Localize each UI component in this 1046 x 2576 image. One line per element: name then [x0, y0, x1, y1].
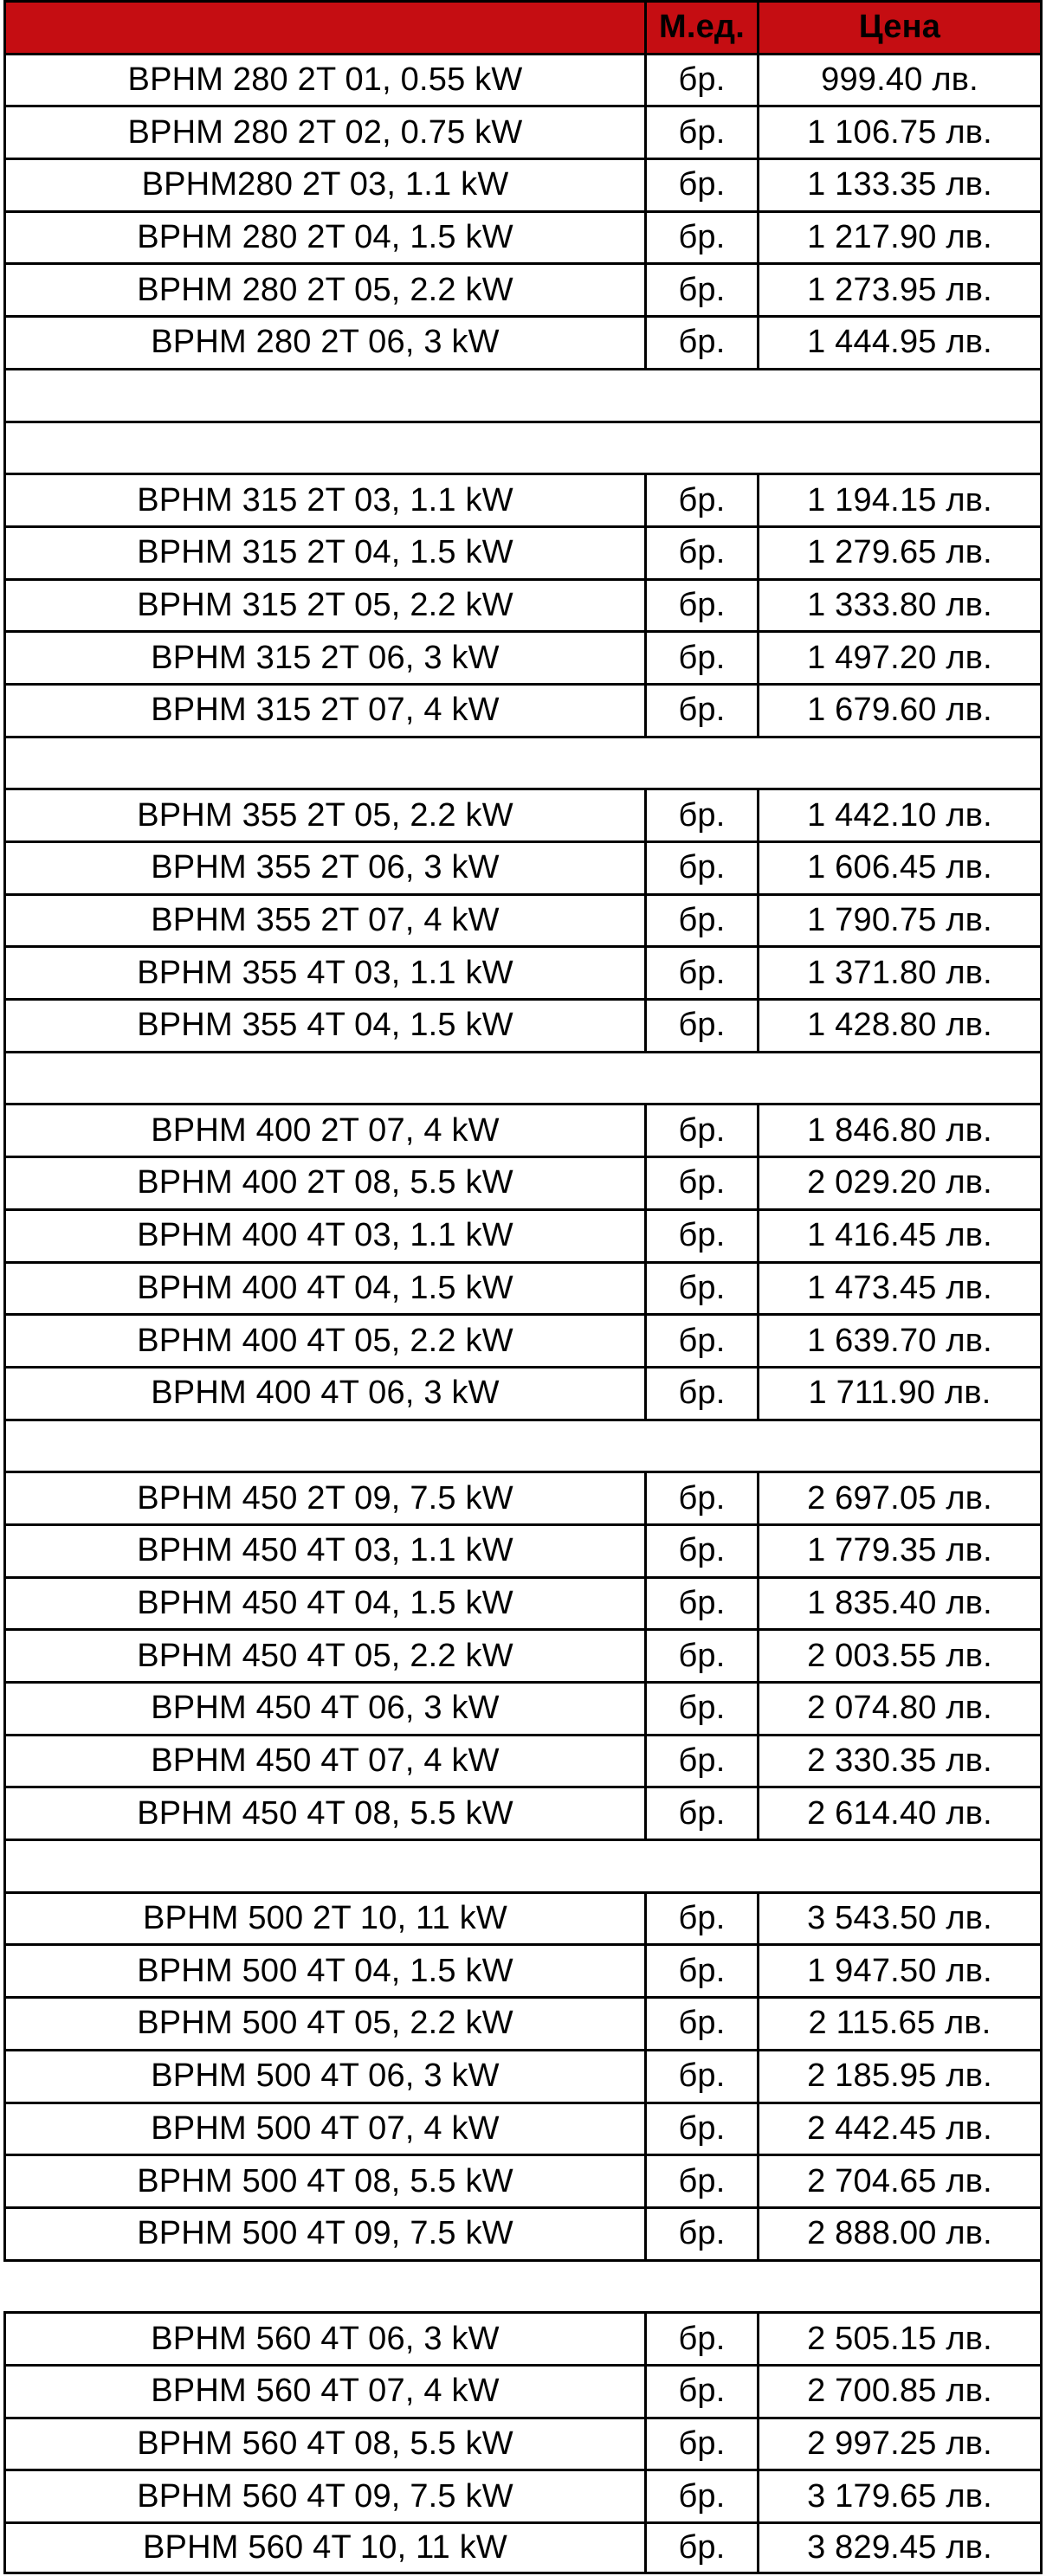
unit-cell: бр.: [644, 1313, 757, 1366]
product-name-cell: BPHM 560 4T 07, 4 kW: [3, 2364, 644, 2417]
unit-cell: бр.: [644, 1681, 757, 1734]
price-cell: 2 003.55 лв.: [757, 1628, 1043, 1681]
product-name-cell: BPHM 500 4T 08, 5.5 kW: [3, 2154, 644, 2206]
product-name-cell: BPHM 500 4T 06, 3 kW: [3, 2049, 644, 2102]
unit-cell: бр.: [644, 158, 757, 210]
separator-cell: [3, 1839, 1043, 1891]
unit-cell: бр.: [644, 210, 757, 263]
table-row: [0, 2049, 1046, 2102]
table-body: [0, 53, 1046, 2574]
price-cell: 1 835.40 лв.: [757, 1576, 1043, 1629]
price-cell: 2 704.65 лв.: [757, 2154, 1043, 2206]
table-row: [0, 998, 1046, 1051]
table-row: [0, 893, 1046, 946]
product-name-cell: BPHM 355 4T 04, 1.5 kW: [3, 998, 644, 1051]
price-cell: 1 679.60 лв.: [757, 683, 1043, 736]
unit-cell: бр.: [644, 788, 757, 840]
unit-cell: бр.: [644, 1156, 757, 1208]
unit-cell: бр.: [644, 998, 757, 1051]
product-name-cell: BPHM 315 2T 05, 2.2 kW: [3, 578, 644, 631]
table-row: [0, 1471, 1046, 1523]
price-cell: 2 029.20 лв.: [757, 1156, 1043, 1208]
unit-cell: бр.: [644, 1996, 757, 2049]
price-cell: 999.40 лв.: [757, 53, 1043, 106]
header-name-cell: [3, 0, 644, 53]
separator-row: [0, 2259, 1046, 2312]
product-name-cell: BPHM 450 4T 05, 2.2 kW: [3, 1628, 644, 1681]
price-cell: 2 697.05 лв.: [757, 1471, 1043, 1523]
product-name-cell: BPHM 400 2T 08, 5.5 kW: [3, 1156, 644, 1208]
unit-cell: бр.: [644, 1103, 757, 1156]
product-name-cell: BPHM 450 2T 09, 7.5 kW: [3, 1471, 644, 1523]
unit-cell: бр.: [644, 1786, 757, 1839]
table-row: [0, 1943, 1046, 1996]
product-name-cell: BPHM 560 4T 06, 3 kW: [3, 2311, 644, 2364]
product-name-cell: BPHM 315 2T 06, 3 kW: [3, 630, 644, 683]
table-row: [0, 2311, 1046, 2364]
product-name-cell: BPHM 450 4T 07, 4 kW: [3, 1734, 644, 1787]
unit-cell: бр.: [644, 473, 757, 525]
unit-cell: бр.: [644, 105, 757, 158]
unit-cell: бр.: [644, 1261, 757, 1314]
price-cell: 2 074.80 лв.: [757, 1681, 1043, 1734]
price-cell: 1 846.80 лв.: [757, 1103, 1043, 1156]
unit-cell: бр.: [644, 1628, 757, 1681]
price-cell: 1 947.50 лв.: [757, 1943, 1043, 1996]
separator-cell: [3, 421, 1043, 473]
product-name-cell: BPHM 280 2T 02, 0.75 kW: [3, 105, 644, 158]
unit-cell: бр.: [644, 2206, 757, 2259]
product-name-cell: BPHM 560 4T 09, 7.5 kW: [3, 2469, 644, 2521]
separator-cell: [3, 2259, 1043, 2312]
separator-row: [0, 421, 1046, 473]
unit-cell: бр.: [644, 2469, 757, 2521]
price-cell: 1 442.10 лв.: [757, 788, 1043, 840]
separator-cell: [3, 368, 1043, 421]
table-header-row: [0, 0, 1046, 53]
price-cell: 1 217.90 лв.: [757, 210, 1043, 263]
product-name-cell: BPHM 560 4T 10, 11 kW: [3, 2521, 644, 2574]
price-cell: 2 888.00 лв.: [757, 2206, 1043, 2259]
table-row: [0, 1208, 1046, 1261]
product-name-cell: BPHM 355 2T 06, 3 kW: [3, 840, 644, 893]
table-row: [0, 315, 1046, 368]
unit-cell: бр.: [644, 1523, 757, 1576]
table-row: [0, 1734, 1046, 1787]
unit-cell: бр.: [644, 578, 757, 631]
price-cell: 1 273.95 лв.: [757, 262, 1043, 315]
unit-cell: бр.: [644, 53, 757, 106]
table-row: [0, 262, 1046, 315]
table-row: [0, 2469, 1046, 2521]
separator-cell: [3, 736, 1043, 789]
separator-cell: [3, 1419, 1043, 1472]
separator-row: [0, 1419, 1046, 1472]
separator-row: [0, 1839, 1046, 1891]
product-name-cell: BPHM 500 4T 04, 1.5 kW: [3, 1943, 644, 1996]
table-row: [0, 1786, 1046, 1839]
product-name-cell: BPHM 400 4T 03, 1.1 kW: [3, 1208, 644, 1261]
separator-cell: [3, 1051, 1043, 1104]
product-name-cell: BPHM 500 4T 09, 7.5 kW: [3, 2206, 644, 2259]
unit-cell: бр.: [644, 1366, 757, 1419]
table-row: [0, 2521, 1046, 2574]
price-cell: 3 179.65 лв.: [757, 2469, 1043, 2521]
price-cell: 1 790.75 лв.: [757, 893, 1043, 946]
table-row: [0, 578, 1046, 631]
product-name-cell: BPHM 450 4T 03, 1.1 kW: [3, 1523, 644, 1576]
price-cell: 2 505.15 лв.: [757, 2311, 1043, 2364]
table-row: [0, 945, 1046, 998]
price-cell: 1 639.70 лв.: [757, 1313, 1043, 1366]
product-name-cell: BPHM 280 2T 06, 3 kW: [3, 315, 644, 368]
product-name-cell: BPHM 450 4T 06, 3 kW: [3, 1681, 644, 1734]
table-row: [0, 840, 1046, 893]
product-name-cell: BPHM 355 4T 03, 1.1 kW: [3, 945, 644, 998]
unit-cell: бр.: [644, 2154, 757, 2206]
table-row: [0, 210, 1046, 263]
product-name-cell: BPHM 500 2T 10, 11 kW: [3, 1891, 644, 1944]
table-row: [0, 1628, 1046, 1681]
table-row: [0, 1313, 1046, 1366]
table-row: [0, 1366, 1046, 1419]
unit-cell: бр.: [644, 945, 757, 998]
product-name-cell: BPHM 500 4T 05, 2.2 kW: [3, 1996, 644, 2049]
header-unit-cell: М.ед.: [644, 0, 757, 53]
product-name-cell: BPHM 280 2T 04, 1.5 kW: [3, 210, 644, 263]
table-row: [0, 158, 1046, 210]
price-cell: 1 106.75 лв.: [757, 105, 1043, 158]
unit-cell: бр.: [644, 840, 757, 893]
table-row: [0, 105, 1046, 158]
separator-row: [0, 1051, 1046, 1104]
table-row: [0, 53, 1046, 106]
product-name-cell: BPHM 400 2T 07, 4 kW: [3, 1103, 644, 1156]
separator-row: [0, 736, 1046, 789]
product-name-cell: BPHM 450 4T 04, 1.5 kW: [3, 1576, 644, 1629]
price-cell: 2 997.25 лв.: [757, 2417, 1043, 2470]
product-name-cell: BPHM 560 4T 08, 5.5 kW: [3, 2417, 644, 2470]
table-row: [0, 683, 1046, 736]
price-cell: 2 115.65 лв.: [757, 1996, 1043, 2049]
table-row: [0, 1891, 1046, 1944]
price-cell: 2 700.85 лв.: [757, 2364, 1043, 2417]
unit-cell: бр.: [644, 2417, 757, 2470]
price-cell: 1 444.95 лв.: [757, 315, 1043, 368]
table-row: [0, 1576, 1046, 1629]
product-name-cell: BPHM 450 4T 08, 5.5 kW: [3, 1786, 644, 1839]
price-cell: 1 194.15 лв.: [757, 473, 1043, 525]
price-cell: 1 416.45 лв.: [757, 1208, 1043, 1261]
unit-cell: бр.: [644, 630, 757, 683]
product-name-cell: BPHM 315 2T 07, 4 kW: [3, 683, 644, 736]
table-row: [0, 630, 1046, 683]
price-cell: 2 330.35 лв.: [757, 1734, 1043, 1787]
price-cell: 3 543.50 лв.: [757, 1891, 1043, 1944]
product-name-cell: BPHM 280 2T 01, 0.55 kW: [3, 53, 644, 106]
price-cell: 1 371.80 лв.: [757, 945, 1043, 998]
table-row: [0, 1261, 1046, 1314]
separator-row: [0, 368, 1046, 421]
unit-cell: бр.: [644, 1208, 757, 1261]
unit-cell: бр.: [644, 2364, 757, 2417]
unit-cell: бр.: [644, 2102, 757, 2154]
unit-cell: бр.: [644, 1891, 757, 1944]
table-row: [0, 2154, 1046, 2206]
price-cell: 2 185.95 лв.: [757, 2049, 1043, 2102]
unit-cell: бр.: [644, 2311, 757, 2364]
table-row: [0, 2417, 1046, 2470]
table-row: [0, 2102, 1046, 2154]
table-row: [0, 788, 1046, 840]
header-price-cell: Цена: [757, 0, 1043, 53]
product-name-cell: BPHM 500 4T 07, 4 kW: [3, 2102, 644, 2154]
product-name-cell: BPHM 400 4T 06, 3 kW: [3, 1366, 644, 1419]
unit-cell: бр.: [644, 2049, 757, 2102]
table-row: [0, 473, 1046, 525]
price-cell: 3 829.45 лв.: [757, 2521, 1043, 2574]
price-cell: 1 779.35 лв.: [757, 1523, 1043, 1576]
table-row: [0, 525, 1046, 578]
unit-cell: бр.: [644, 893, 757, 946]
table-row: [0, 2206, 1046, 2259]
product-name-cell: BPHM 355 2T 07, 4 kW: [3, 893, 644, 946]
unit-cell: бр.: [644, 683, 757, 736]
table-row: [0, 2364, 1046, 2417]
product-name-cell: BPHM 400 4T 04, 1.5 kW: [3, 1261, 644, 1314]
unit-cell: бр.: [644, 2521, 757, 2574]
product-name-cell: BPHM 355 2T 05, 2.2 kW: [3, 788, 644, 840]
price-cell: 1 133.35 лв.: [757, 158, 1043, 210]
product-name-cell: BPHM280 2T 03, 1.1 kW: [3, 158, 644, 210]
unit-cell: бр.: [644, 1576, 757, 1629]
unit-cell: бр.: [644, 1943, 757, 1996]
product-name-cell: BPHM 400 4T 05, 2.2 kW: [3, 1313, 644, 1366]
price-cell: 2 442.45 лв.: [757, 2102, 1043, 2154]
price-cell: 1 333.80 лв.: [757, 578, 1043, 631]
product-name-cell: BPHM 315 2T 03, 1.1 kW: [3, 473, 644, 525]
table-row: [0, 1523, 1046, 1576]
price-cell: 1 428.80 лв.: [757, 998, 1043, 1051]
product-name-cell: BPHM 315 2T 04, 1.5 kW: [3, 525, 644, 578]
product-name-cell: BPHM 280 2T 05, 2.2 kW: [3, 262, 644, 315]
price-cell: 1 497.20 лв.: [757, 630, 1043, 683]
unit-cell: бр.: [644, 1734, 757, 1787]
table-row: [0, 1156, 1046, 1208]
table-row: [0, 1681, 1046, 1734]
table-row: [0, 1996, 1046, 2049]
unit-cell: бр.: [644, 1471, 757, 1523]
price-cell: 1 711.90 лв.: [757, 1366, 1043, 1419]
unit-cell: бр.: [644, 525, 757, 578]
price-cell: 1 279.65 лв.: [757, 525, 1043, 578]
unit-cell: бр.: [644, 315, 757, 368]
unit-cell: бр.: [644, 262, 757, 315]
price-cell: 2 614.40 лв.: [757, 1786, 1043, 1839]
table-row: [0, 1103, 1046, 1156]
price-cell: 1 606.45 лв.: [757, 840, 1043, 893]
price-cell: 1 473.45 лв.: [757, 1261, 1043, 1314]
